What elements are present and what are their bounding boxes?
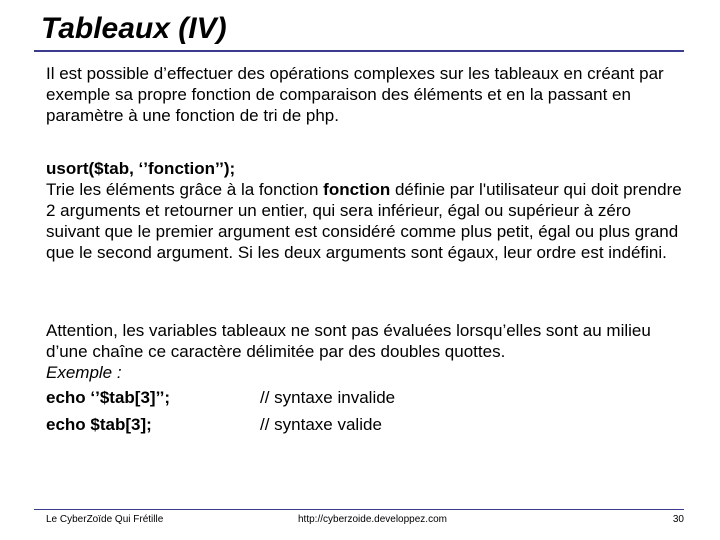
example-row	[46, 387, 686, 414]
example-label: Exemple :	[46, 363, 122, 382]
example-comment: // syntaxe invalide	[260, 388, 396, 407]
usort-description	[46, 179, 686, 263]
page-number: 30	[672, 514, 684, 525]
usort-section	[46, 158, 686, 263]
example-code: echo $tab[3];	[46, 415, 152, 434]
usort-signature: usort($tab, ‘’fonction’’);	[46, 159, 236, 178]
footer-divider	[34, 509, 684, 510]
example-code: echo ‘’$tab[3]’’;	[46, 388, 171, 407]
footer-author: Le CyberZoïde Qui Frétille	[46, 514, 164, 525]
footer-url: http://cyberzoide.developpez.com	[298, 514, 447, 525]
example-row	[46, 414, 686, 441]
example-comment: // syntaxe valide	[260, 415, 382, 434]
intro-paragraph: Il est possible d’effectuer des opérations complexes sur les tableaux en créant par exemple sa propre fonction de comparaison des éléments et en la passant en paramètre à une fonction de tri de php.	[46, 64, 664, 125]
attention-text: Attention, les variables tableaux ne sont pas évaluées lorsqu’elles sont au milieu d’une chaîne ce caractère délimitée par des doubles quottes.	[46, 321, 651, 361]
usort-desc-before: Trie les éléments grâce à la fonction	[46, 180, 324, 199]
title-divider	[34, 50, 684, 52]
attention-section	[46, 320, 686, 441]
usort-desc-after: définie par l'utilisateur qui doit prendre 2 arguments et retourner un entier, qui sera inférieur, égal ou supérieur à zéro suivant que le premier argument est considéré comme plus petit, égal ou plus grand que le second argument. Si les deux arguments sont égaux, leur ordre est indéfini.	[46, 180, 682, 262]
slide-title: Tableaux (IV)	[41, 12, 227, 45]
usort-desc-keyword: fonction	[323, 180, 391, 199]
